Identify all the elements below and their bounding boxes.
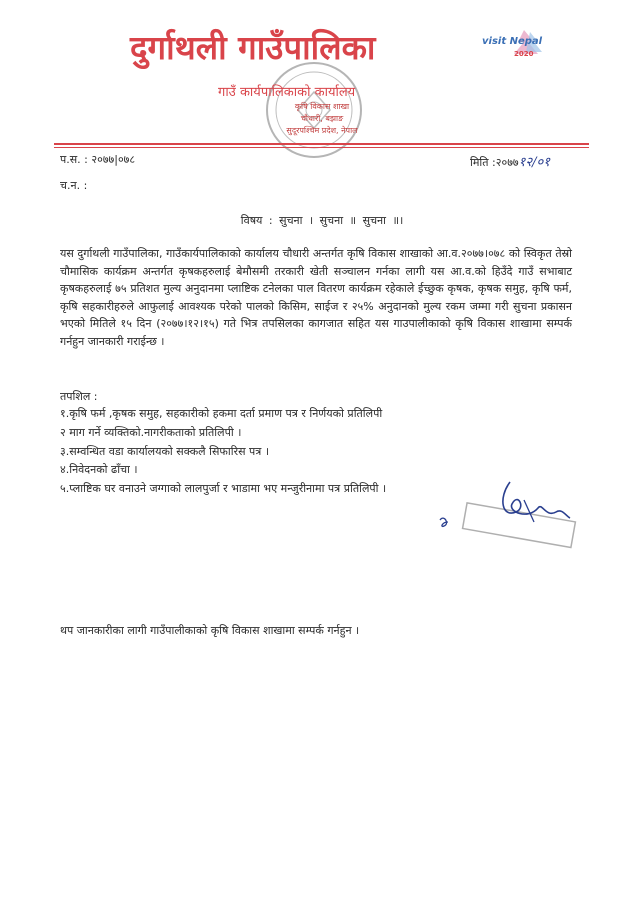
letter-date (470, 152, 550, 170)
dispatch-number: च.न. : (60, 179, 88, 192)
logo-text: visit Nepal (482, 36, 543, 47)
notice-body: यस दुर्गाथली गाउँपालिका, गाउँकार्यपालिकाको कार्यालय चौधारी अन्तर्गत कृषि विकास शाखाको आ.व.२०७७।०७८ को स्विकृत तेस्रो चौमासिक कार्यक्रम अन्तर्गत कृषकहरुलाई बेमौसमी तरकारी खेती सञ्चालन गर्नका लागी यस आ.व.को हिउँदे गाउँ सभाबाट कृषकहरुलाई ७५ प्रतिशत मुल्य अनुदानमा प्लाष्टिक टनेलका पाल वितरण कार्यक्रम रहेकाले ईच्छुक कृषक, कृषक समुह, कृषि फर्म, कृषि सहकारीहरुले आफुलाई आवश्यक परेको पालको किसिम, साईज र २५% अनुदानको मुल्य रकम जम्मा गरी सुचना प्रकासन भएको मितिले १५ दिन (२०७७।१२।१५) गते भित्र तपसिलका कागजात सहित यस गाउपालीकाको कृषि विकास शाखामा सम्पर्क गर्नहुन जानकारी गराईन्छ । (60, 247, 572, 348)
list-item: १.कृषि फर्म ,कृषक समुह, सहकारीको हकमा दर्ता प्रमाण पत्र र निर्णयको प्रतिलिपी (60, 407, 383, 420)
date-label: मिति :२०७७ (470, 156, 519, 169)
address-line-1: कृषि विकास शाखा (294, 102, 350, 111)
visit-nepal-logo (478, 28, 548, 64)
address-line-2: चौधारी, बझाङ (300, 114, 344, 123)
list-item: ५.प्लाष्टिक घर वनाउने जग्गाको लालपुर्जा र भाडामा भए मन्जुरीनामा पत्र प्रतिलिपी । (60, 482, 387, 495)
date-handwritten: १२/०१ (518, 155, 551, 170)
header-divider-thin (54, 147, 589, 148)
list-item: २ माग गर्ने व्यक्तिको.नागरीकताको प्रतिलिपी । (60, 426, 242, 439)
reference-number: प.स. : २०७७|०७८ (60, 153, 136, 166)
signature-block (438, 478, 578, 562)
subject-line: विषय : सुचना । सुचना ॥ सुचना ॥। (240, 214, 404, 227)
header-divider (54, 143, 589, 145)
list-heading: तपशिल : (60, 390, 98, 403)
municipality-title: दुर्गाथली गाउँपालिका (130, 28, 376, 67)
list-item: ४.निवेदनको ढाँचा । (60, 463, 138, 476)
list-item: ३.सम्वन्धित वडा कार्यालयको सक्कलै सिफारिस पत्र । (60, 445, 269, 458)
logo-year: 2020 (514, 50, 534, 58)
signature-graphic (438, 478, 578, 562)
office-subtitle: गाउँ कार्यपालिकाको कार्यालय (218, 85, 356, 100)
footer-note: थप जानकारीका लागी गाउँपालीकाको कृषि विकास शाखामा सम्पर्क गर्नहुन । (60, 624, 360, 637)
address-line-3: सुदूरपश्चिम प्रदेश, नेपाल (286, 126, 358, 135)
